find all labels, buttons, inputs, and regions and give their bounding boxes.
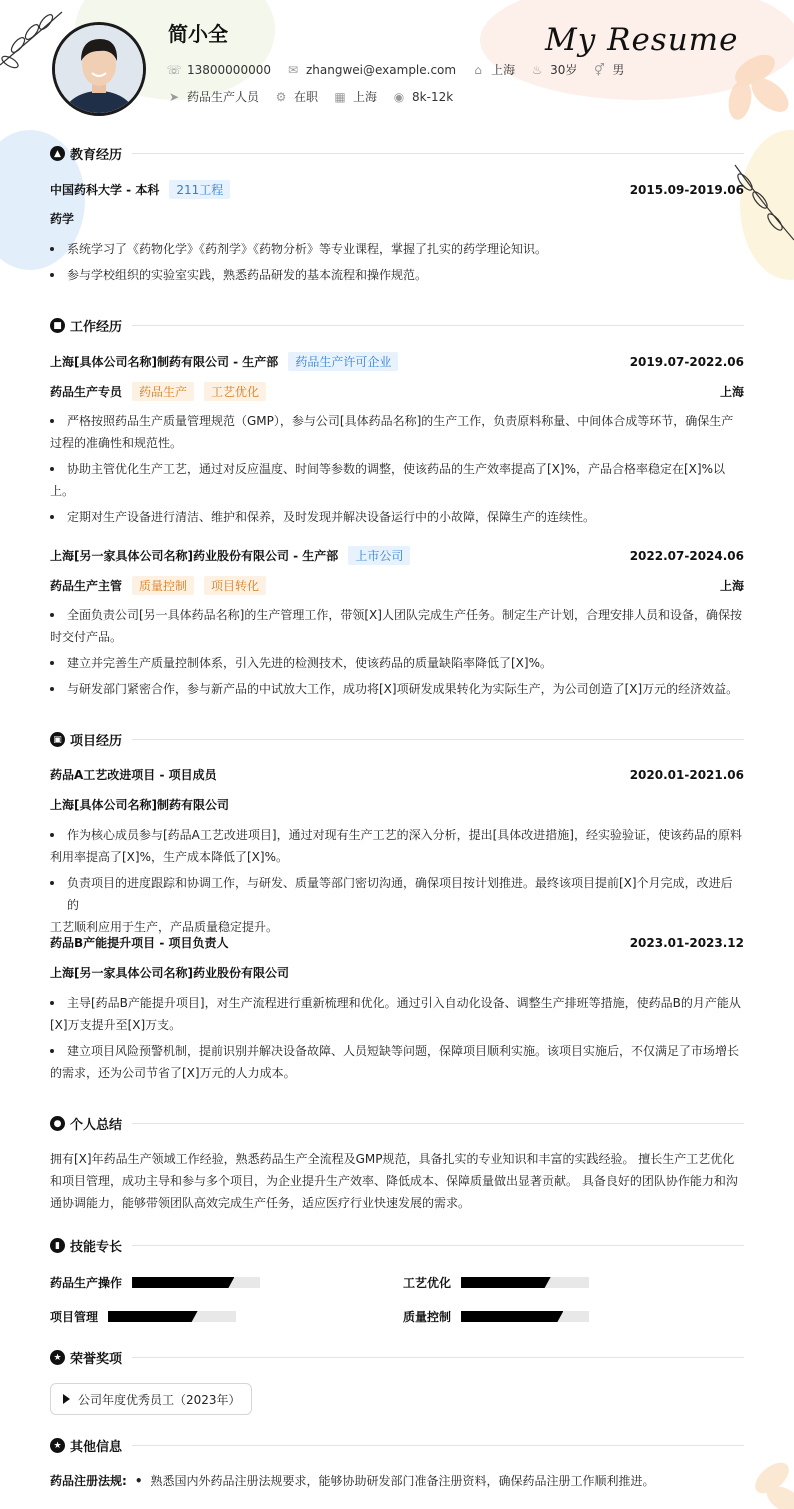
- section-divider: [132, 1357, 744, 1358]
- section-summary: [50, 1114, 744, 1133]
- major: 药学: [50, 212, 75, 226]
- job-row: [168, 88, 469, 105]
- job-value: 药品生产人员: [187, 90, 260, 104]
- skill-item: [50, 1308, 236, 1325]
- list-item: 建立并完善生产质量控制体系，引入先进的检测技术，使该药品的质量缺陷率降低了[X]%。: [50, 652, 744, 674]
- summary-text: 拥有[X]年药品生产领域工作经验，熟悉药品生产全流程及GMP规范，具备扎实的专业知识和丰富的实践经验。 擅长生产工艺优化 和项目管理，成功主导和参与多个项目，为企业提升生产效率、降低成本、保障质量做出显著贡献。 具备良好的团队协作能力和沟 通协调能力，能够带领团队高效完成生产任务，适应医疗行业快速发展的需求。: [50, 1152, 738, 1210]
- skill-bar-fill: [461, 1277, 551, 1288]
- target-city-value: 上海: [353, 90, 378, 104]
- skill-item: [50, 1274, 260, 1291]
- section-title: 项目经历: [70, 734, 123, 749]
- section-divider: [132, 325, 744, 326]
- education-date: 2015.09-2019.06: [629, 182, 744, 197]
- phone-value: 13800000000: [187, 62, 271, 77]
- bullet-dot: •: [134, 1473, 143, 1488]
- skill-bar-fill: [461, 1311, 563, 1322]
- work-role-row: [50, 576, 744, 595]
- list-item: 参与学校组织的实验室实践，熟悉药品研发的基本流程和操作规范。: [50, 264, 744, 286]
- gender-icon: ⚥: [593, 62, 605, 77]
- other-text: 熟悉国内外药品注册法规要求，能够协助研发部门准备注册资料，确保药品注册工作顺利推进。: [150, 1474, 655, 1488]
- skill-tag: 工艺优化: [204, 382, 266, 401]
- briefcase-icon: ■: [50, 318, 65, 333]
- candidate-name: 简小全: [168, 22, 228, 46]
- list-item: 协助主管优化生产工艺，通过对反应温度、时间等参数的调整，使该药品的生产效率提高了[X]%，产品合格率稳定在[X]%以 上。: [50, 462, 725, 498]
- list-item: 主导[药品B产能提升项目]，对生产流程进行重新梳理和优化。通过引入自动化设备、调整生产排班等措施，使药品B的月产能从 [X]万支提升至[X]万支。: [50, 996, 741, 1032]
- company-tag: 上市公司: [348, 546, 410, 565]
- work-role-row: [50, 382, 744, 401]
- project-company: 上海[具体公司名称]制药有限公司: [50, 798, 229, 812]
- salary-value: 8k-12k: [412, 89, 454, 104]
- company-name: 上海[另一家具体公司名称]药业股份有限公司 - 生产部: [50, 549, 339, 563]
- award-icon: ★: [50, 1438, 65, 1453]
- award-label: 公司年度优秀员工（2023年）: [78, 1392, 241, 1407]
- skill-bar-fill: [132, 1277, 234, 1288]
- section-work: [50, 316, 744, 335]
- section-divider: [132, 1445, 744, 1446]
- person-icon: ●: [50, 1116, 65, 1131]
- list-item: 全面负责公司[另一具体药品名称]的生产管理工作，带领[X]人团队完成生产任务。制定生产计划，合理安排人员和设备，确保按 时交付产品。: [50, 608, 742, 644]
- role: 药品生产主管: [50, 579, 123, 593]
- project-date: 2023.01-2023.12: [629, 935, 744, 950]
- resume-title: My Resume: [545, 22, 739, 58]
- project-company-row: [50, 964, 744, 981]
- section-skills: [50, 1236, 744, 1255]
- section-title: 个人总结: [70, 1118, 123, 1133]
- email-icon: ✉: [287, 62, 299, 77]
- work-date: 2019.07-2022.06: [629, 354, 744, 369]
- section-divider: [132, 1123, 744, 1124]
- section-divider: [132, 1245, 744, 1246]
- section-education: [50, 144, 744, 163]
- list-item: 定期对生产设备进行清洁、维护和保养，及时发现并解决设备运行中的小故障，保障生产的连续性。: [50, 506, 744, 528]
- project-name: 药品A工艺改进项目 - 项目成员: [50, 768, 217, 782]
- role: 药品生产专员: [50, 385, 123, 399]
- grid-icon: ▣: [50, 732, 65, 747]
- avatar: [52, 22, 146, 116]
- list-item: 作为核心成员参与[药品A工艺改进项目]，通过对现有生产工艺的深入分析，提出[具体改进措施]，经实验验证，使该药品的原料 利用率提高了[X]%，生产成本降低了[X]%。: [50, 828, 742, 864]
- award-icon: ★: [50, 1350, 65, 1365]
- skill-label: 工艺优化: [403, 1276, 452, 1290]
- skill-bar-fill: [108, 1311, 198, 1322]
- status-icon: ⚙: [275, 89, 287, 104]
- project-name: 药品B产能提升项目 - 项目负责人: [50, 936, 229, 950]
- status-value: 在职: [294, 90, 319, 104]
- education-major-row: [50, 210, 744, 227]
- section-honors: [50, 1348, 744, 1367]
- work-location: 上海: [719, 385, 744, 399]
- list-item: 建立项目风险预警机制，提前识别并解决设备故障、人员短缺等问题，保障项目顺利实施。该项目实施后，不仅满足了市场增长 的需求，还为公司节省了[X]万元的人力成本。: [50, 1044, 740, 1080]
- skill-bar: [461, 1277, 589, 1288]
- section-title: 技能专长: [70, 1240, 123, 1255]
- play-icon: [63, 1394, 70, 1404]
- company-name: 上海[具体公司名称]制药有限公司 - 生产部: [50, 355, 279, 369]
- chart-icon: ▮: [50, 1238, 65, 1253]
- section-divider: [132, 153, 744, 154]
- skill-label: 质量控制: [403, 1310, 452, 1324]
- award-item[interactable]: [50, 1383, 252, 1415]
- list-item: 负责项目的进度跟踪和协调工作，与研发、质量等部门密切沟通，确保项目按计划推进。最终该项目提前[X]个月完成，改进后的 工艺顺利应用于生产，产品质量稳定提升。: [50, 876, 733, 934]
- project-header: [50, 766, 744, 783]
- other-item: [50, 1472, 744, 1489]
- company-tag: 药品生产许可企业: [288, 352, 398, 371]
- section-title: 荣誉奖项: [70, 1352, 123, 1367]
- salary-icon: ◉: [393, 89, 405, 104]
- work-location: 上海: [719, 579, 744, 593]
- skill-label: 药品生产操作: [50, 1276, 123, 1290]
- skill-bar: [461, 1311, 589, 1322]
- list-item: 与研发部门紧密合作，参与新产品的中试放大工作，成功将[X]项研发成果转化为实际生产，为公司创造了[X]万元的经济效益。: [50, 678, 744, 700]
- skill-label: 项目管理: [50, 1310, 99, 1324]
- education-header: [50, 180, 744, 199]
- graduation-cap-icon: ▲: [50, 146, 65, 161]
- email-value: zhangwei@example.com: [305, 62, 457, 77]
- send-icon: ➤: [168, 89, 180, 104]
- school-tag: 211工程: [169, 180, 230, 199]
- skill-item: [403, 1274, 589, 1291]
- cake-icon: ♨: [531, 62, 543, 77]
- project-date: 2020.01-2021.06: [629, 767, 744, 782]
- age-value: 30岁: [550, 63, 578, 77]
- list-item: 系统学习了《药物化学》《药剂学》《药物分析》等专业课程，掌握了扎实的药学理论知识。: [50, 238, 744, 260]
- building-icon: ▦: [334, 89, 346, 104]
- skill-tag: 项目转化: [204, 576, 266, 595]
- home-icon: ⌂: [474, 62, 482, 77]
- city-value: 上海: [491, 63, 516, 77]
- phone-icon: ☏: [166, 62, 182, 77]
- skill-item: [403, 1308, 589, 1325]
- skill-tag: 药品生产: [132, 382, 194, 401]
- section-title: 教育经历: [70, 148, 123, 163]
- project-header: [50, 934, 744, 951]
- skill-bar: [132, 1277, 260, 1288]
- section-projects: [50, 730, 744, 749]
- project-company: 上海[另一家具体公司名称]药业股份有限公司: [50, 966, 289, 980]
- list-item: 严格按照药品生产质量管理规范（GMP），参与公司[具体药品名称]的生产工作，负责原料称量、中间体合成等环节，确保生产 过程的准确性和规范性。: [50, 414, 734, 450]
- work-header: [50, 352, 744, 371]
- section-divider: [132, 739, 744, 740]
- other-label: 药品注册法规:: [50, 1474, 127, 1488]
- school-name: 中国药科大学 - 本科: [50, 183, 160, 197]
- work-header: [50, 546, 744, 565]
- section-title: 其他信息: [70, 1440, 123, 1455]
- skill-bar: [108, 1311, 236, 1322]
- contact-row: [168, 61, 640, 78]
- work-date: 2022.07-2024.06: [629, 548, 744, 563]
- gender-value: 男: [612, 63, 625, 77]
- skill-tag: 质量控制: [132, 576, 194, 595]
- section-title: 工作经历: [70, 320, 123, 335]
- project-company-row: [50, 796, 744, 813]
- section-other: [50, 1436, 744, 1455]
